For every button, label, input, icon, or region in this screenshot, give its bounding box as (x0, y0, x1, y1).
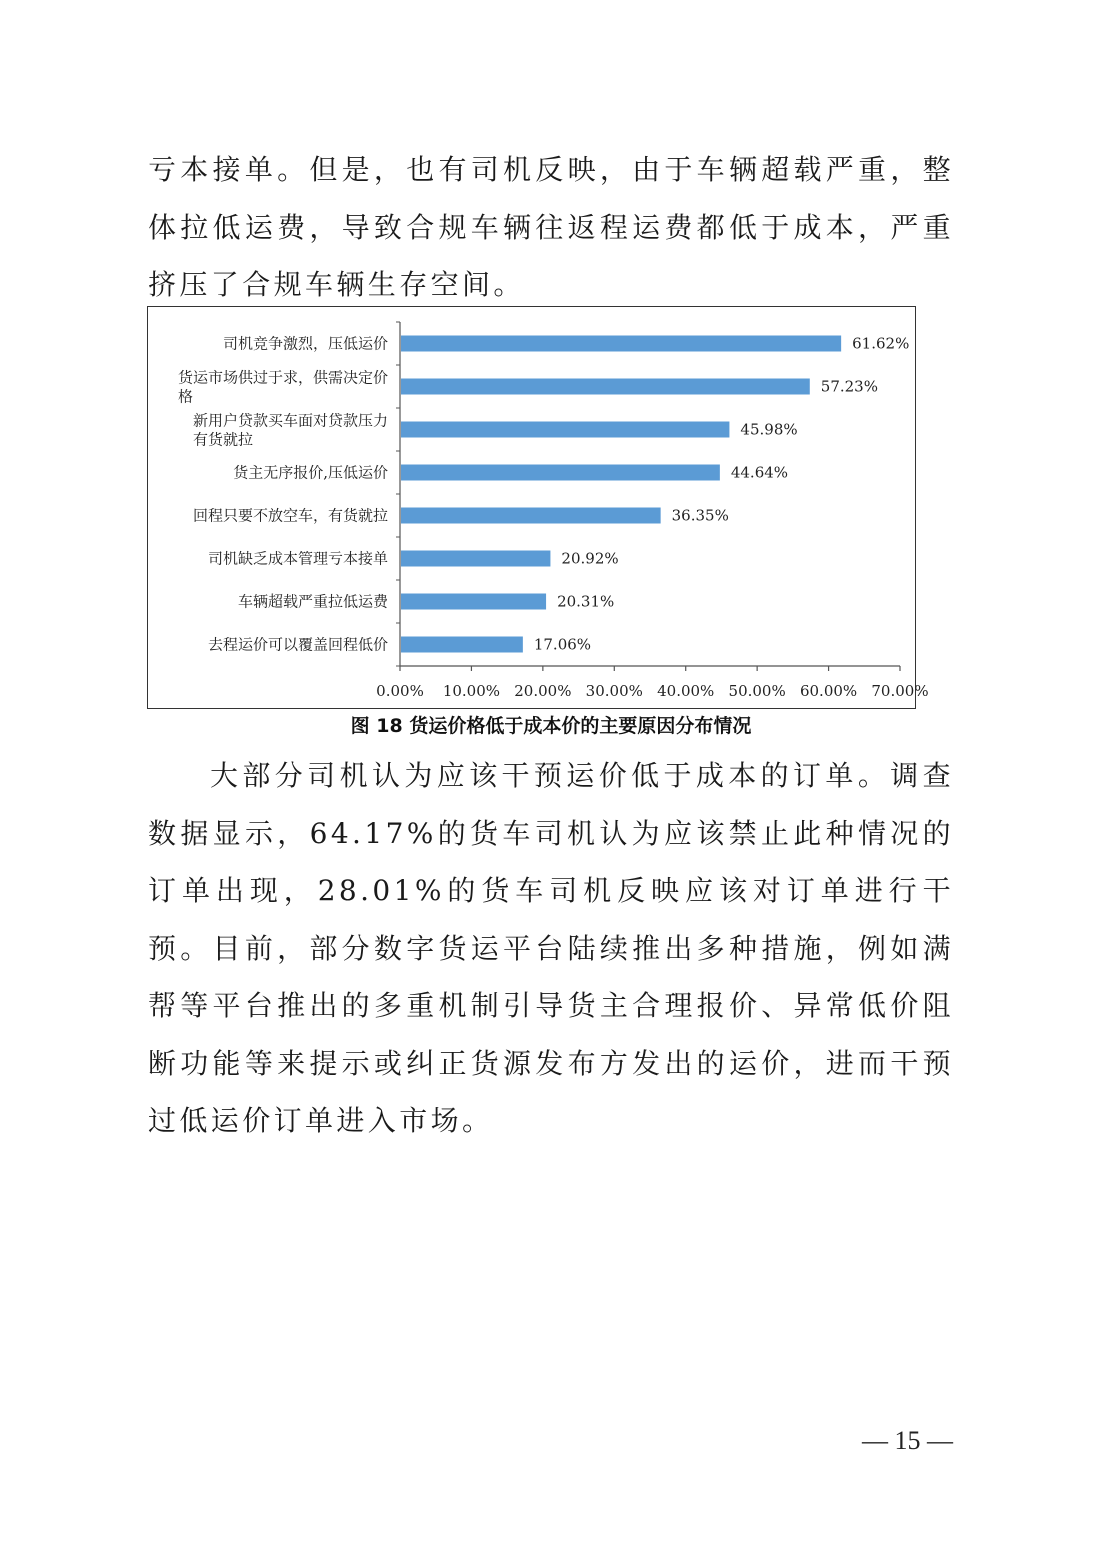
bar-chart (147, 306, 929, 709)
x-tick-label: 10.00% (442, 682, 501, 700)
data-label: 44.64% (730, 463, 789, 482)
bar (401, 508, 661, 524)
x-tick-label: 0.00% (376, 682, 424, 700)
x-tick-label: 40.00% (657, 682, 715, 700)
data-label: 57.23% (820, 377, 878, 396)
category-label: 回程只要不放空车，有货就拉 (192, 506, 388, 525)
category-label: 司机缺乏成本管理亏本接单 (207, 549, 388, 568)
bar (401, 594, 546, 610)
bar (401, 379, 810, 395)
category-label: 新用户贷款买车面对贷款压力 (192, 411, 388, 430)
figure-caption: 图 18 货运价格低于成本价的主要原因分布情况 (350, 715, 752, 737)
data-label: 20.31% (557, 592, 615, 611)
category-label: 车辆超载严重拉低运费 (237, 592, 388, 611)
bar (401, 637, 523, 653)
category-label: 去程运价可以覆盖回程低价 (207, 635, 388, 654)
category-label: 货运市场供过于求，供需决定价 (177, 368, 388, 387)
bar (401, 465, 720, 481)
data-label: 36.35% (671, 506, 729, 525)
bar (401, 551, 550, 567)
category-label: 司机竞争激烈，压低运价 (222, 334, 388, 353)
x-tick-label: 70.00% (871, 682, 929, 700)
category-label: 货主无序报价,压低运价 (233, 463, 388, 482)
body-paragraph-1: 亏本接单。但是，也有司机反映，由于车辆超载严重，整体拉低运费，导致合规车辆往返程运费都低于成本，严重挤压了合规车辆生存空间。 (148, 153, 954, 301)
body-paragraph-2: 大部分司机认为应该干预运价低于成本的订单。调查数据显示，64.17%的货车司机认为应该禁止此种情况的订单出现，28.01%的货车司机反映应该对订单进行干预。目前，部分数字货运平台陆续推出多种措施，例如满帮等平台推出的多重机制引导货主合理报价、异常低价阻断功能等来提示或纠正货源发布方发出的运价，进而干预过低运价订单进入市场。 (148, 759, 954, 1137)
bar (401, 336, 841, 352)
category-label-line2: 有货就拉 (192, 430, 253, 449)
data-label: 20.92% (561, 549, 619, 568)
x-tick-label: 30.00% (585, 682, 643, 700)
data-label: 45.98% (740, 420, 798, 439)
bar (401, 422, 729, 438)
data-label: 61.62% (852, 334, 910, 353)
page-number: — 15 — (862, 1426, 953, 1455)
x-tick-label: 60.00% (799, 682, 858, 700)
bar-chart-svg (148, 307, 929, 708)
x-tick-label: 20.00% (514, 682, 572, 700)
category-label-line2: 格 (177, 387, 193, 406)
data-label: 17.06% (533, 635, 592, 654)
x-tick-label: 50.00% (728, 682, 786, 700)
